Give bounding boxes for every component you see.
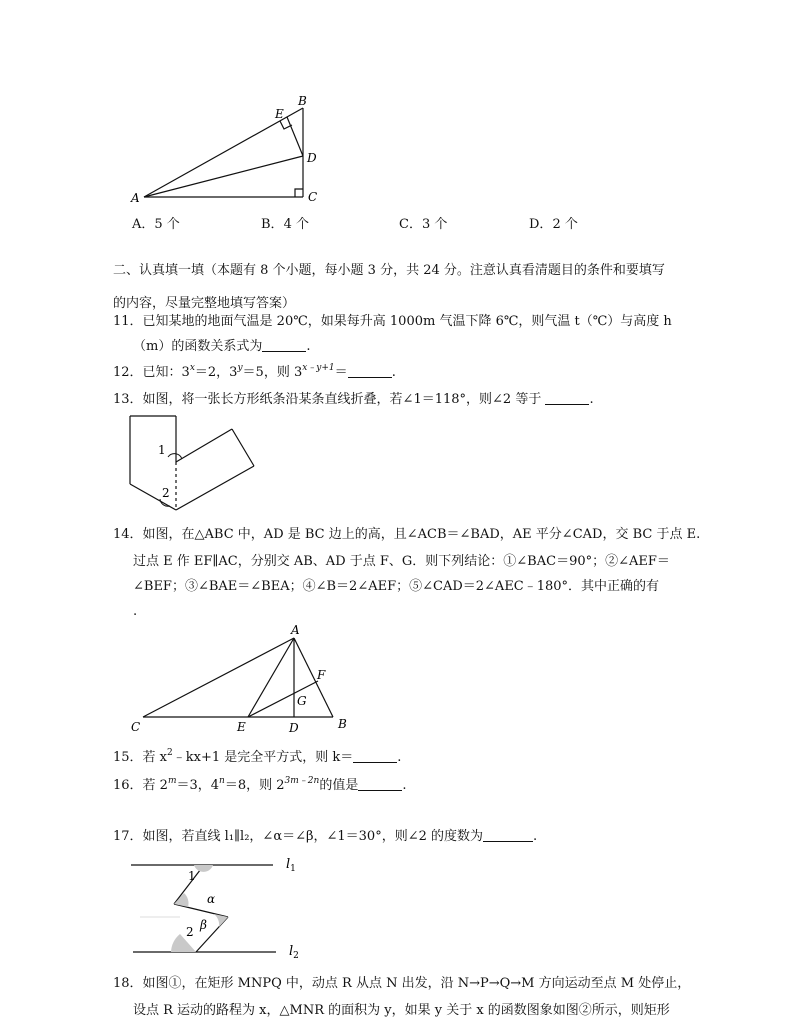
line-l1-label (286, 857, 296, 874)
label-B: B (338, 717, 347, 731)
q16-text-pre: 若 2 (142, 778, 168, 793)
q14-text-line1: 如图，在△ABC 中，AD 是 BC 边上的高，且∠ACB＝∠BAD，AE 平分∠CAD，交 BC 于点 E. (142, 527, 701, 542)
q14-line2: 过点 E 作 EF∥AC，分别交 AB、AD 于点 F、G．则下列结论：①∠BAC＝90°；②∠AEF＝ (133, 554, 670, 569)
label-A: A (291, 623, 300, 637)
q16-exp-3: 3m﹣2n (284, 776, 320, 786)
q13-text: 如图，将一张长方形纸条沿某条直线折叠，若∠1＝118°，则∠2 等于 (142, 392, 542, 407)
q18-number: 18． (113, 976, 143, 991)
option-a-text: 5 个 (154, 217, 180, 232)
q16-text-mid1: ＝3，4 (176, 778, 220, 793)
q14-line3: ∠BEF；③∠BAE＝∠BEA；④∠B＝2∠AEF；⑤∠CAD＝2∠AEC﹣180°．其中正确的有 (133, 579, 660, 594)
q12-text-mid2: ＝5，则 3 (242, 365, 303, 380)
option-d-text: 2 个 (552, 217, 578, 232)
label-G: G (297, 694, 307, 708)
q15-exp-1: 2 (167, 748, 173, 758)
q12-number: 12． (113, 365, 143, 380)
label-B: B (298, 94, 307, 108)
line-l1-letter: l (286, 857, 291, 872)
label-E: E (275, 107, 284, 121)
q17-number: 17． (113, 829, 143, 844)
q12-text-pre: 已知：3 (142, 365, 190, 380)
q17-text: 如图，若直线 l₁∥l₂，∠α＝∠β，∠1＝30°，则∠2 的度数为 (142, 829, 484, 844)
q12-text-mid1: ＝2，3 (194, 365, 238, 380)
option-a-letter: A． (132, 217, 155, 232)
angle-2-label: 2 (162, 486, 170, 500)
label-A: A (131, 191, 140, 205)
q12-exp-2: y (237, 363, 243, 373)
angle-alpha-label: α (207, 892, 216, 906)
line-l1-sub: 1 (290, 864, 296, 874)
q11-number: 11． (113, 314, 143, 329)
line-l2-letter: l (289, 944, 294, 959)
q11-text-line2: （m）的函数关系式为 (133, 339, 263, 354)
q15-text-pre: 若 x (142, 750, 168, 765)
option-d-letter: D． (529, 217, 553, 232)
q15-text-mid: ﹣kx+1 是完全平方式，则 k＝ (172, 750, 354, 765)
label-E: E (237, 720, 246, 734)
angle-2-label: 2 (186, 925, 194, 939)
section-heading-line1: 二、认真填一填（本题有 8 个小题，每小题 3 分，共 24 分。注意认真看清题目的条件和要填写 (113, 263, 665, 278)
q16-exp-1: m (167, 776, 177, 786)
q16-text-mid2: ＝8，则 2 (224, 778, 285, 793)
angle-1-label: 1 (158, 443, 166, 457)
q16-exp-2: n (219, 776, 225, 786)
label-D: D (307, 151, 317, 165)
line-l2-label (289, 944, 299, 961)
q16-end: . (402, 778, 407, 793)
angle-beta-label: β (200, 918, 207, 932)
q14-line4: . (133, 604, 138, 619)
q17-end: . (533, 829, 538, 844)
option-b-text: 4 个 (283, 217, 309, 232)
q11-text-line1: 已知某地的地面气温是 20℃，如果每升高 1000m 气温下降 6℃，则气温 t（℃）与高度 h (142, 314, 672, 329)
q15-number: 15． (113, 750, 143, 765)
q12-end: . (391, 365, 396, 380)
q16-text-mid3: 的值是 (319, 778, 359, 793)
q18-line2: 设点 R 运动的路程为 x，△MNR 的面积为 y，如果 y 关于 x 的函数图象如图②所示，则矩形 (133, 1003, 670, 1018)
label-F: F (317, 668, 326, 682)
label-D: D (289, 721, 299, 735)
angle-1-label: 1 (188, 869, 196, 883)
q15-end: . (397, 750, 402, 765)
q18-line1 (113, 976, 690, 992)
q12-exp-1: x (189, 363, 195, 373)
label-C: C (308, 190, 318, 204)
option-c-letter: C． (399, 217, 422, 232)
option-c-text: 3 个 (421, 217, 448, 232)
option-b-letter: B． (261, 217, 284, 232)
q13-end: . (589, 392, 594, 407)
q12-text-mid3: ＝ (334, 365, 348, 380)
q18-text-line1: 如图①，在矩形 MNPQ 中，动点 R 从点 N 出发，沿 N→P→Q→M 方向运动至点 M 处停止， (142, 976, 691, 991)
q16-number: 16． (113, 778, 143, 793)
q12-exp-3: x﹣y+1 (302, 363, 335, 373)
line-l2-sub: 2 (293, 951, 299, 961)
q11-end: . (306, 339, 311, 354)
section-heading-line2: 的内容，尽量完整地填写答案） (113, 296, 296, 311)
q13-number: 13． (113, 392, 143, 407)
q14-number: 14． (113, 527, 143, 542)
label-C: C (131, 720, 141, 734)
